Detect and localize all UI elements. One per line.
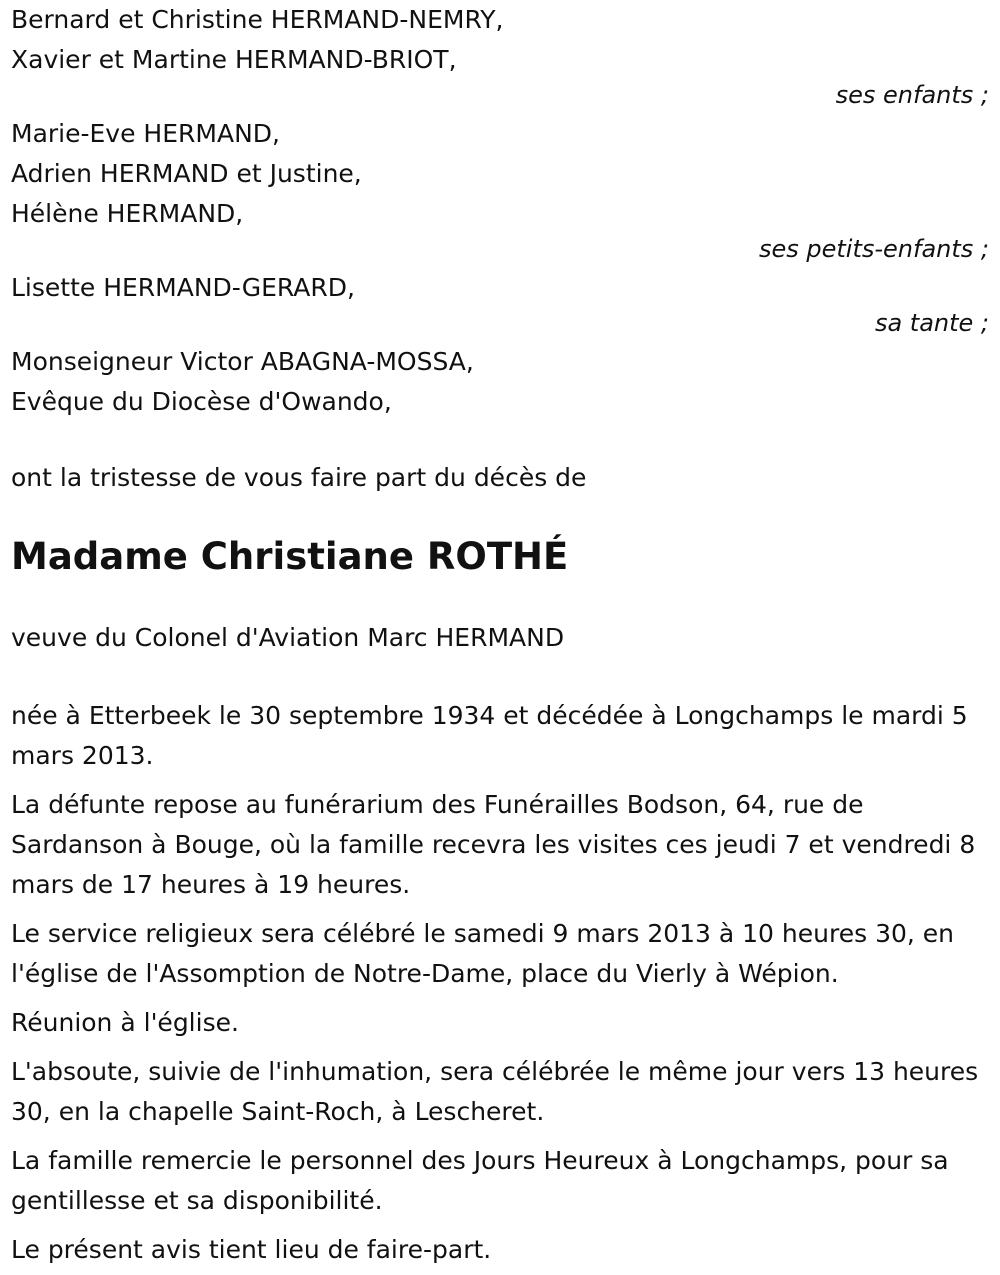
bishop-line: Evêque du Diocèse d'Owando, bbox=[11, 387, 392, 416]
child-line: Xavier et Martine HERMAND-BRIOT, bbox=[11, 45, 457, 74]
bishop-line: Monseigneur Victor ABAGNA-MOSSA, bbox=[11, 347, 474, 376]
widow-of-text: veuve du Colonel d'Aviation Marc HERMAND bbox=[11, 623, 565, 652]
grandchildren-group bbox=[11, 114, 991, 264]
thanks-paragraph: La famille remercie le personnel des Jours Heureux à Longchamps, pour sa gentillesse et sa disponibilité. bbox=[11, 1146, 949, 1215]
grandchild-line: Adrien HERMAND et Justine, bbox=[11, 159, 362, 188]
absoute-paragraph: L'absoute, suivie de l'inhumation, sera célébrée le même jour vers 13 heures 30, en la chapelle Saint-Roch, à Lescheret. bbox=[11, 1057, 979, 1126]
notice-paragraph: Le présent avis tient lieu de faire-part. bbox=[11, 1235, 492, 1264]
grandchildren-relation: ses petits-enfants ; bbox=[758, 235, 989, 263]
birth-death-paragraph: née à Etterbeek le 30 septembre 1934 et décédée à Longchamps le mardi 5 mars 2013. bbox=[11, 701, 968, 770]
aunt-line: Lisette HERMAND-GERARD, bbox=[11, 273, 355, 302]
aunt-group bbox=[11, 268, 991, 338]
grandchild-line: Marie-Eve HERMAND, bbox=[11, 119, 280, 148]
meeting-paragraph: Réunion à l'église. bbox=[11, 1008, 239, 1037]
deceased-name: Madame Christiane ROTHÉ bbox=[11, 535, 569, 578]
bishop-group bbox=[11, 342, 991, 422]
obituary-notice bbox=[11, 0, 991, 1270]
intro-text: ont la tristesse de vous faire part du décès de bbox=[11, 463, 587, 492]
children-relation: ses enfants ; bbox=[835, 81, 989, 109]
funeral-home-paragraph: La défunte repose au funérarium des Funérailles Bodson, 64, rue de Sardanson à Bouge, où la famille recevra les visites ces jeudi 7 et vendredi 8 mars de 17 heures à 19 heures. bbox=[11, 790, 976, 899]
children-group bbox=[11, 0, 991, 110]
aunt-relation: sa tante ; bbox=[874, 309, 989, 337]
child-line: Bernard et Christine HERMAND-NEMRY, bbox=[11, 5, 504, 34]
service-paragraph: Le service religieux sera célébré le samedi 9 mars 2013 à 10 heures 30, en l'église de l'Assomption de Notre-Dame, place du Vierly à Wépion. bbox=[11, 919, 954, 988]
grandchild-line: Hélène HERMAND, bbox=[11, 199, 244, 228]
